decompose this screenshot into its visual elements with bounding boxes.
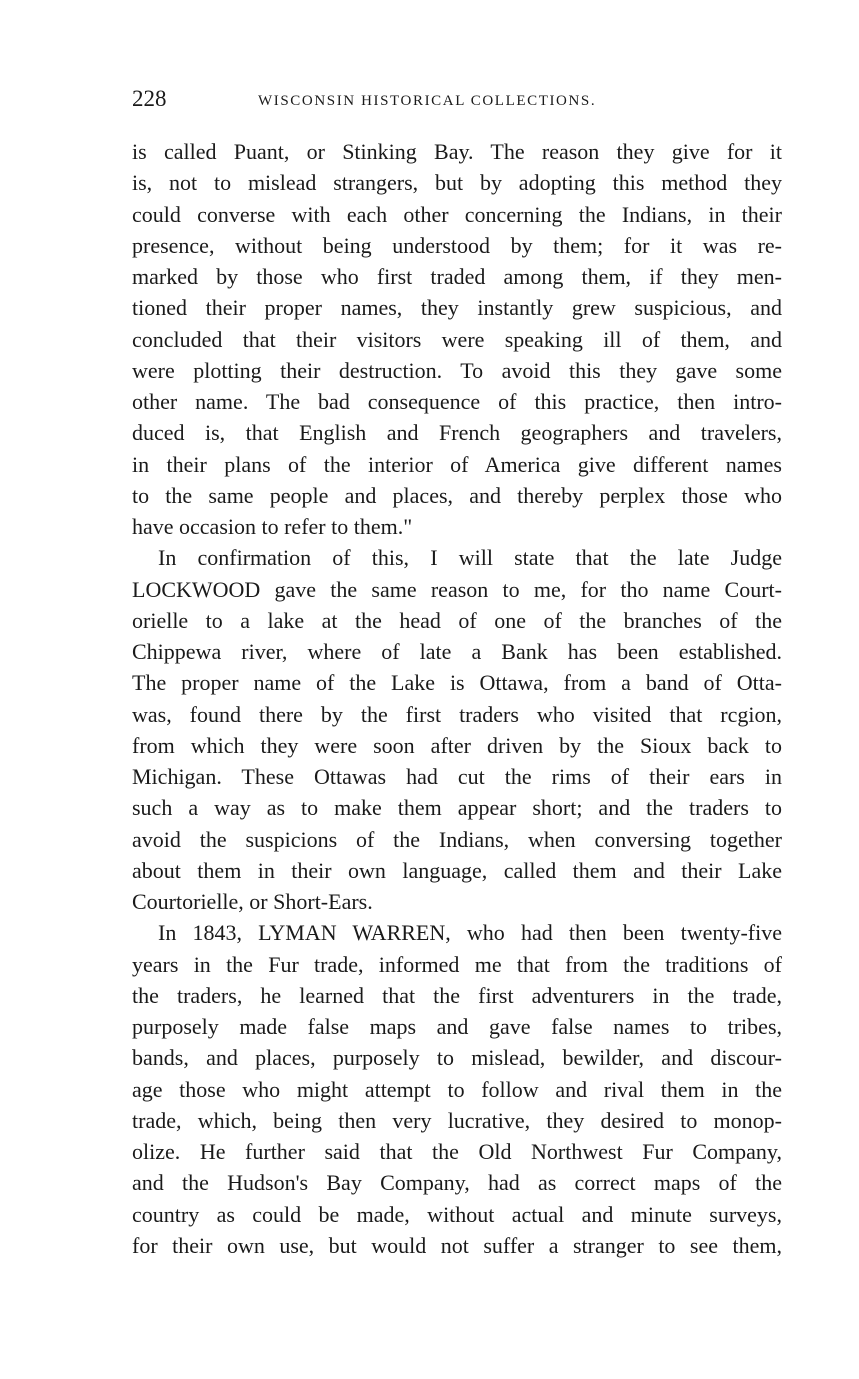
text-line: was, found there by the first traders who visited that rcgion, [132,701,782,727]
page-body [132,136,782,1261]
text-line: In confirmation of this, I will state that the late Judge [158,545,782,571]
text-line: presence, without being understood by them; for it was re- [132,232,782,258]
text-line: country as could be made, without actual and minute surveys, [132,1201,782,1227]
page-number: 228 [132,86,167,111]
text-line: tioned their proper names, they instantly grew suspicious, and [132,295,782,321]
text-line: purposely made false maps and gave false names to tribes, [132,1014,782,1039]
text-line: trade, which, being then very lucrative, they desired to monop- [132,1107,782,1133]
text-line: other name. The bad consequence of this practice, then intro- [132,389,782,414]
text-line: is called Puant, or Stinking Bay. The reason they give for it [132,139,782,164]
text-line: avoid the suspicions of the Indians, when conversing together [132,826,782,852]
text-line: is, not to mislead strangers, but by adopting this method they [132,170,782,196]
text-line: in their plans of the interior of America give different names [132,451,782,477]
text-line: Courtorielle, or Short-Ears. [132,889,373,914]
text-line: age those who might attempt to follow and rival them in the [132,1076,782,1102]
text-line: duced is, that English and French geographers and travelers, [132,420,782,446]
text-line: bands, and places, purposely to mislead, bewilder, and discour- [132,1045,782,1071]
page-header [132,86,782,116]
text-line: concluded that their visitors were speaking ill of them, and [132,326,782,352]
text-line: orielle to a lake at the head of one of the branches of the [132,607,782,633]
running-head: WISCONSIN HISTORICAL COLLECTIONS. [258,93,597,109]
text-line: years in the Fur trade, informed me that from the traditions of [132,951,782,977]
text-line: olize. He further said that the Old Northwest Fur Company, [132,1139,782,1164]
text-line: were plotting their destruction. To avoid this they gave some [132,357,782,383]
text-line: to the same people and places, and thereby perplex those who [132,482,782,508]
text-line: and the Hudson's Bay Company, had as correct maps of the [132,1170,782,1196]
text-line: have occasion to refer to them." [132,514,413,539]
text-line: the traders, he learned that the first adventurers in the trade, [132,982,782,1008]
text-line: Chippewa river, where of late a Bank has been established. [132,639,782,664]
text-line: In 1843, LYMAN WARREN, who had then been twenty-five [158,920,782,946]
text-line: could converse with each other concerning the Indians, in their [132,201,782,227]
text-line: The proper name of the Lake is Ottawa, from a band of Otta- [132,670,782,696]
text-line: for their own use, but would not suffer a stranger to see them, [132,1232,782,1258]
text-line: marked by those who first traded among them, if they men- [132,264,782,289]
text-line: LOCKWOOD gave the same reason to me, for tho name Court- [132,576,782,602]
text-line: Michigan. These Ottawas had cut the rims of their ears in [132,764,782,789]
text-line: such a way as to make them appear short; and the traders to [132,795,782,821]
text-line: about them in their own language, called them and their Lake [132,857,782,883]
text-line: from which they were soon after driven by the Sioux back to [132,732,782,758]
